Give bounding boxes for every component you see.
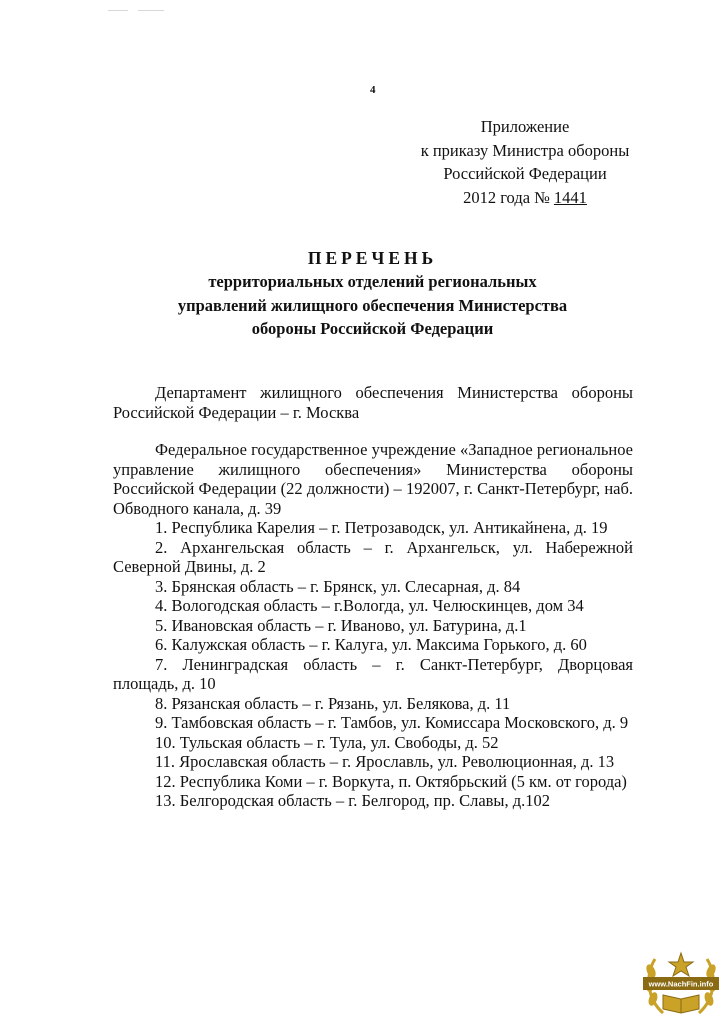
list-item: 9. Тамбовская область – г. Тамбов, ул. Комиссара Московского, д. 9 [155, 713, 629, 732]
appendix-date: 2012 года № [463, 187, 550, 207]
list-item: 11. Ярославская область – г. Ярославль, ул. Революционная, д. 13 [155, 752, 615, 771]
document-title [100, 246, 645, 341]
list-item: 2. Архангельская область – г. Архангельск, ул. Набережной Северной Двины, д. 2 [113, 537, 633, 576]
list-item: 7. Ленинградская область – г. Санкт-Петербург, Дворцовая площадь, д. 10 [113, 654, 633, 693]
appendix-line-2: к приказу Министра обороны [420, 140, 630, 160]
star-icon [669, 953, 693, 976]
list-item: 3. Брянская область – г. Брянск, ул. Слесарная, д. 84 [155, 576, 521, 596]
appendix-line-1: Приложение [480, 117, 570, 136]
ribbon-banner [643, 977, 719, 990]
list-item: 5. Ивановская область – г. Иваново, ул. Батурина, д.1 [155, 615, 527, 635]
order-number: 1441 [553, 187, 587, 207]
title-sub-line-3: обороны Российской Федерации [251, 319, 494, 338]
appendix-header [380, 115, 670, 209]
appendix-line-3: Российской Федерации [443, 164, 607, 183]
list-item: 10. Тульская область – г. Тула, ул. Свободы, д. 52 [155, 732, 499, 752]
institution-paragraph: Федеральное государственное учреждение «Западное региональное управление жилищного обеспечения» Министерства обороны Российской Федерации (22 должности) – 192007, г. Санкт-Петербург, наб. Обводного канала, д. 39 [113, 440, 633, 518]
watermark-text: www.NachFin.info [648, 979, 714, 989]
list-item: 12. Республика Коми – г. Воркута, п. Октябрьский (5 км. от города) [155, 771, 627, 791]
watermark-logo [641, 947, 721, 1022]
title-sub-line-2: управлений жилищного обеспечения Министерства [177, 295, 568, 315]
document-body [113, 383, 633, 811]
page-number: 4 [370, 84, 376, 96]
list-item: 13. Белгородская область – г. Белгород, пр. Славы, д.102 [155, 791, 551, 810]
list-item: 8. Рязанская область – г. Рязань, ул. Белякова, д. 11 [155, 693, 511, 713]
list-item: 4. Вологодская область – г.Вологда, ул. Челюскинцев, дом 34 [155, 596, 584, 615]
scan-artifact [138, 10, 164, 11]
list-item: 6. Калужская область – г. Калуга, ул. Максима Горького, д. 60 [155, 635, 587, 654]
book-icon [663, 995, 699, 1013]
title-main: ПЕРЕЧЕНЬ [307, 248, 438, 268]
department-paragraph: Департамент жилищного обеспечения Министерства обороны Российской Федерации – г. Москва [113, 383, 633, 422]
list-item: 1. Республика Карелия – г. Петрозаводск, ул. Антикайнена, д. 19 [155, 518, 608, 537]
title-subtitle [100, 270, 645, 341]
title-sub-line-1: территориальных отделений региональных [208, 272, 537, 291]
scan-artifact [108, 10, 128, 11]
appendix-line-4 [380, 186, 670, 210]
